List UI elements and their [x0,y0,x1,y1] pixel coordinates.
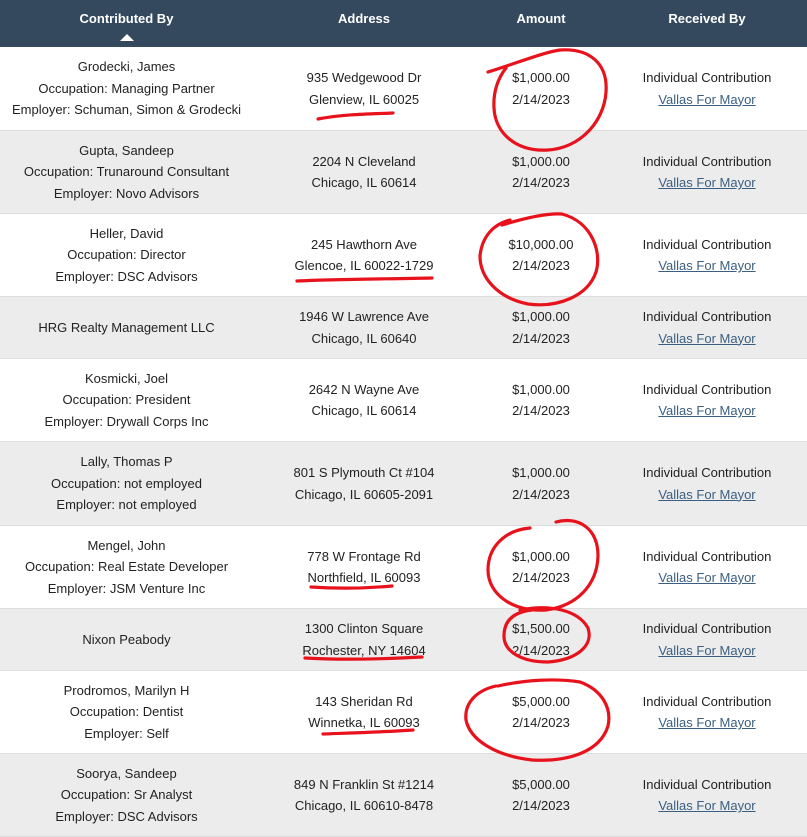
contribution-type: Individual Contribution [642,548,772,564]
contribution-date: 2/14/2023 [512,91,570,107]
address-cell [253,546,475,589]
contributor-occupation: Occupation: Real Estate Developer [24,559,229,575]
amount-value: $1,000.00 [512,465,570,480]
address-street: 849 N Franklin St #1214 [293,776,435,792]
amount-cell [475,774,607,817]
address-city: Chicago, IL 60605-2091 [294,486,434,502]
address-city: Chicago, IL 60610-8478 [294,798,434,813]
contributor-cell [0,451,253,516]
amount-value: $5,000.00 [512,776,570,792]
contributor-name: Heller, David [89,225,164,241]
committee-link[interactable]: Vallas For Mayor [658,486,756,502]
contribution-date: 2/14/2023 [512,258,570,273]
column-header-contributed-by[interactable] [0,0,253,47]
table-header [0,0,807,47]
table-row [0,214,807,297]
contributor-cell [0,317,253,339]
contributor-employer: Employer: DSC Advisors [55,268,198,284]
table-row [0,359,807,442]
contributor-occupation: Occupation: Trunaround Consultant [23,164,230,180]
column-header-label: Received By [668,11,746,26]
contributor-name: HRG Realty Management LLC [38,319,215,335]
contributor-employer: Employer: Self [84,725,169,741]
address-street: 1300 Clinton Square [304,621,424,636]
address-city: Glenview, IL 60025 [308,91,420,107]
contribution-type: Individual Contribution [642,309,772,324]
contributor-employer: Employer: Novo Advisors [53,185,200,201]
committee-link[interactable]: Vallas For Mayor [658,715,756,730]
address-cell [253,306,475,349]
table-row [0,131,807,214]
sort-ascending-arrow-icon[interactable] [120,34,134,41]
committee-link[interactable]: Vallas For Mayor [658,175,756,190]
contribution-type: Individual Contribution [642,236,772,252]
address-street: 935 Wedgewood Dr [306,70,422,85]
address-city: Rochester, NY 14604 [302,642,426,658]
contributor-employer: Employer: not employed [56,497,197,513]
amount-cell [475,618,607,661]
contributor-cell [0,680,253,745]
contributor-name: Soorya, Sandeep [76,765,177,781]
address-street: 778 W Frontage Rd [307,548,421,564]
amount-cell [475,546,607,589]
contribution-date: 2/14/2023 [512,570,570,585]
table-row [0,754,807,837]
received-by-cell [607,546,807,589]
contribution-type: Individual Contribution [642,465,772,480]
address-city: Chicago, IL 60614 [311,175,417,190]
contributor-employer: Employer: Schuman, Simon & Grodecki [11,102,242,118]
contributor-name: Grodecki, James [77,59,176,75]
contributor-cell [0,223,253,288]
contributor-occupation: Occupation: President [62,392,191,408]
contribution-date: 2/14/2023 [512,403,570,418]
column-header-label: Address [337,11,391,26]
table-row [0,671,807,754]
contribution-date: 2/14/2023 [512,642,570,658]
contributor-cell [0,535,253,600]
amount-value: $10,000.00 [508,236,574,252]
contribution-type: Individual Contribution [642,153,772,169]
address-cell [253,691,475,734]
received-by-cell [607,306,807,349]
table-row [0,609,807,671]
address-cell [253,462,475,505]
amount-cell [475,462,607,505]
column-header-received-by[interactable] [607,0,807,47]
contribution-type: Individual Contribution [642,70,772,85]
table-row [0,526,807,609]
contribution-date: 2/14/2023 [512,330,570,346]
amount-cell [475,691,607,734]
column-header-label: Amount [516,11,566,26]
contribution-type: Individual Contribution [642,776,772,792]
received-by-cell [607,151,807,194]
address-cell [253,67,475,110]
address-city: Chicago, IL 60640 [311,330,417,346]
address-city: Northfield, IL 60093 [307,570,421,585]
received-by-cell [607,691,807,734]
table-row [0,442,807,526]
amount-value: $1,000.00 [512,70,570,85]
received-by-cell [607,379,807,422]
column-header-label: Contributed By [79,11,174,26]
committee-link[interactable]: Vallas For Mayor [658,570,756,585]
address-cell [253,151,475,194]
contributor-employer: Employer: Drywall Corps Inc [44,413,209,429]
contributor-name: Mengel, John [87,537,166,553]
contributor-cell [0,763,253,828]
committee-link[interactable]: Vallas For Mayor [658,642,756,658]
amount-cell [475,67,607,110]
contributor-occupation: Occupation: Managing Partner [38,80,215,96]
contribution-type: Individual Contribution [642,621,772,636]
address-street: 143 Sheridan Rd [315,693,413,709]
committee-link[interactable]: Vallas For Mayor [658,258,756,273]
received-by-cell [607,462,807,505]
committee-link[interactable]: Vallas For Mayor [658,403,756,418]
table-row [0,47,807,131]
address-street: 1946 W Lawrence Ave [299,309,429,324]
contribution-date: 2/14/2023 [512,715,570,730]
committee-link[interactable]: Vallas For Mayor [658,798,756,813]
contributor-cell [0,56,253,121]
column-header-address[interactable] [253,0,475,47]
contribution-type: Individual Contribution [642,381,772,397]
table-body [0,47,807,837]
amount-cell [475,151,607,194]
received-by-cell [607,774,807,817]
contributor-employer: Employer: DSC Advisors [55,808,198,824]
committee-link[interactable]: Vallas For Mayor [658,330,756,346]
contributor-occupation: Occupation: Dentist [69,704,184,720]
address-street: 2204 N Cleveland [312,153,416,169]
amount-value: $5,000.00 [512,693,570,709]
contributor-cell [0,629,253,651]
received-by-cell [607,234,807,277]
contribution-date: 2/14/2023 [512,486,570,502]
contribution-date: 2/14/2023 [512,175,570,190]
address-cell [253,379,475,422]
amount-cell [475,306,607,349]
contributor-name: Nixon Peabody [82,631,171,647]
address-street: 801 S Plymouth Ct #104 [293,465,435,480]
address-cell [253,774,475,817]
contributor-name: Gupta, Sandeep [79,142,174,158]
address-cell [253,618,475,661]
committee-link[interactable]: Vallas For Mayor [658,91,756,107]
amount-cell [475,234,607,277]
amount-value: $1,500.00 [512,621,570,636]
amount-value: $1,000.00 [512,153,570,169]
contributor-name: Lally, Thomas P [80,454,173,470]
amount-cell [475,379,607,422]
received-by-cell [607,618,807,661]
address-city: Chicago, IL 60614 [311,403,417,418]
contributor-cell [0,140,253,205]
amount-value: $1,000.00 [512,381,570,397]
address-street: 2642 N Wayne Ave [308,381,420,397]
address-city: Winnetka, IL 60093 [308,715,420,730]
address-city: Glencoe, IL 60022-1729 [294,258,434,273]
address-street: 245 Hawthorn Ave [311,236,417,252]
received-by-cell [607,67,807,110]
contributor-name: Prodromos, Marilyn H [63,682,190,698]
contributor-cell [0,368,253,433]
contributor-name: Kosmicki, Joel [84,370,169,386]
amount-value: $1,000.00 [512,309,570,324]
column-header-amount[interactable] [475,0,607,47]
contribution-type: Individual Contribution [642,693,772,709]
contributor-occupation: Occupation: not employed [50,475,203,491]
contribution-date: 2/14/2023 [512,798,570,813]
contributor-occupation: Occupation: Director [67,247,186,263]
contributor-employer: Employer: JSM Venture Inc [47,580,206,596]
address-cell [253,234,475,277]
contributor-occupation: Occupation: Sr Analyst [60,787,193,803]
amount-value: $1,000.00 [512,548,570,564]
table-row [0,297,807,359]
